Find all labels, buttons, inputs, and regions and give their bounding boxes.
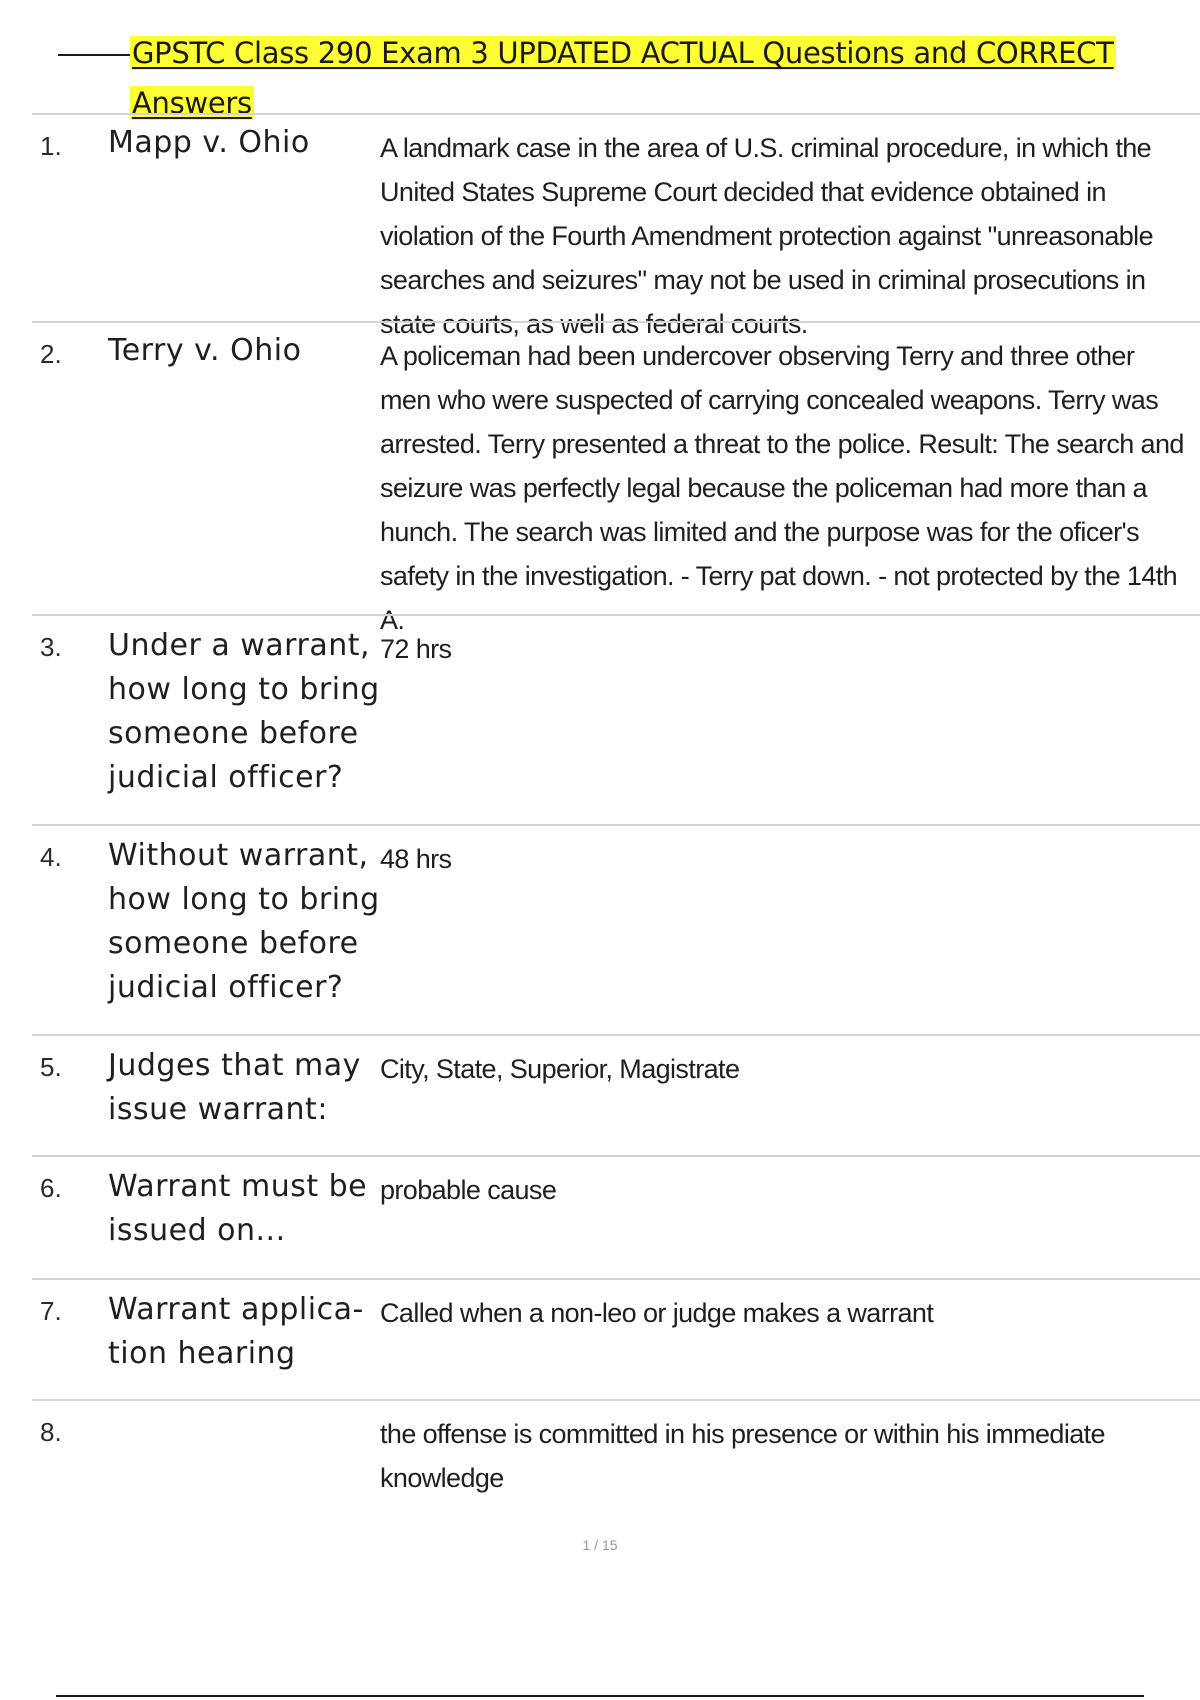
- row-definition: probable cause: [380, 1175, 557, 1205]
- table-row: [32, 1155, 1200, 1278]
- row-number: 4.: [40, 842, 62, 872]
- row-term: Under a warrant, how long to bring someone before judicial officer?: [108, 628, 380, 795]
- row-definition: Called when a non-leo or judge makes a warrant: [380, 1298, 934, 1328]
- row-number: 5.: [40, 1052, 62, 1082]
- row-term: Without warrant, how long to bring someone before judicial officer?: [108, 838, 380, 1005]
- document-title-text: GPSTC Class 290 Exam 3 UPDATED ACTUAL Questions and CORRECT Answers: [132, 36, 1114, 120]
- row-number: 8.: [40, 1417, 62, 1447]
- row-term: [108, 1401, 380, 1409]
- row-number: 3.: [40, 632, 62, 662]
- table-row: [32, 614, 1200, 824]
- row-term: Warrant applica- tion hearing: [108, 1292, 364, 1371]
- row-term: Mapp v. Ohio: [108, 125, 310, 160]
- table-row: [32, 113, 1200, 339]
- page-number: 1 / 15: [582, 1537, 618, 1553]
- table-row: [32, 1278, 1200, 1399]
- row-number: 6.: [40, 1173, 62, 1203]
- row-number: 7.: [40, 1296, 62, 1326]
- title-leading-rule: [58, 54, 130, 56]
- row-term: Terry v. Ohio: [108, 333, 302, 368]
- row-number: 1.: [40, 131, 62, 161]
- row-definition: A policeman had been undercover observing Terry and three other men who were suspected of carrying concealed weapons. Terry was arrested. Terry presented a threat to the police. Result: The search and seizure was perfectly legal because the policeman had more than a hunch. The search was limited and the purpose was for the oficer's safety in the investigation. - Terry pat down. - not protected by the 14th A.: [380, 341, 1184, 635]
- table-row: [32, 1399, 1200, 1493]
- table-row: [32, 321, 1200, 635]
- row-definition: 72 hrs: [380, 634, 452, 664]
- footer-rule: [56, 1695, 1144, 1697]
- flashcard-table: [32, 113, 1200, 1493]
- table-row: [32, 824, 1200, 1034]
- row-definition: 48 hrs: [380, 844, 452, 874]
- row-definition: the offense is committed in his presence or within his immediate knowledge: [380, 1419, 1105, 1493]
- row-term: Judges that may issue warrant:: [108, 1048, 361, 1127]
- table-row: [32, 1034, 1200, 1155]
- row-definition: A landmark case in the area of U.S. criminal procedure, in which the United States Supreme Court decided that evidence obtained in violation of the Fourth Amendment protection against "unreasonable searches and seizures" may not be used in criminal prosecutions in state courts, as well as federal courts.: [380, 133, 1153, 339]
- row-number: 2.: [40, 339, 62, 369]
- row-definition: City, State, Superior, Magistrate: [380, 1054, 740, 1084]
- row-term: Warrant must be issued on...: [108, 1169, 368, 1248]
